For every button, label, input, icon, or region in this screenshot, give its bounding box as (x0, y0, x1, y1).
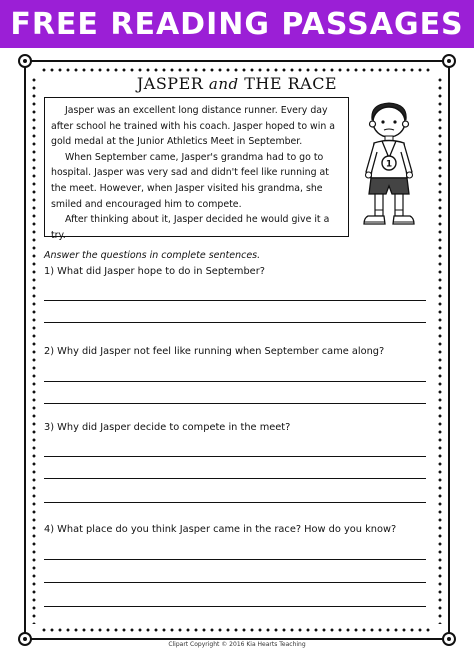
answer-line[interactable] (44, 456, 426, 457)
answer-line[interactable] (44, 478, 426, 479)
corner-ornament (18, 54, 32, 68)
answer-line[interactable] (44, 300, 426, 301)
dotted-border (40, 628, 434, 632)
passage-title: JASPER and THE RACE (136, 74, 338, 93)
question-2: 2) Why did Jasper not feel like running when September came along? (44, 346, 385, 357)
runner-boy-illustration (354, 98, 424, 238)
copyright-footer: Clipart Copyright © 2016 Kia Hearts Teaching (168, 641, 306, 648)
instructions: Answer the questions in complete sentences. (44, 250, 261, 261)
answer-line[interactable] (44, 559, 426, 560)
passage-paragraph: When September came, Jasper's grandma had to go to hospital. Jasper was very sad and didn't feel like running at the meet. However, when Jasper visited his grandma, she smiled and encouraged him to compete. (51, 151, 329, 210)
answer-line[interactable] (44, 582, 426, 583)
question-1: 1) What did Jasper hope to do in September? (44, 266, 265, 277)
passage-paragraph: After thinking about it, Jasper decided he would give it a try. (51, 214, 330, 241)
dotted-border (40, 68, 434, 72)
passage-box (44, 97, 349, 241)
passage-paragraph: Jasper was an excellent long distance runner. Every day after school he trained with his coach. Jasper hoped to win a gold medal at the Junior Athletics Meet in September. (51, 105, 335, 148)
banner (0, 0, 474, 48)
dotted-border (438, 76, 442, 624)
answer-line[interactable] (44, 606, 426, 607)
question-4: 4) What place do you think Jasper came in the race? How do you know? (44, 524, 397, 535)
corner-ornament (442, 54, 456, 68)
answer-line[interactable] (44, 322, 426, 323)
answer-line[interactable] (44, 502, 426, 503)
banner-title: FREE READING PASSAGES (10, 6, 464, 42)
medal-number: 1 (385, 159, 393, 170)
answer-line[interactable] (44, 381, 426, 382)
question-3: 3) Why did Jasper decide to compete in the meet? (44, 422, 291, 433)
dotted-border (32, 76, 36, 624)
answer-line[interactable] (44, 403, 426, 404)
